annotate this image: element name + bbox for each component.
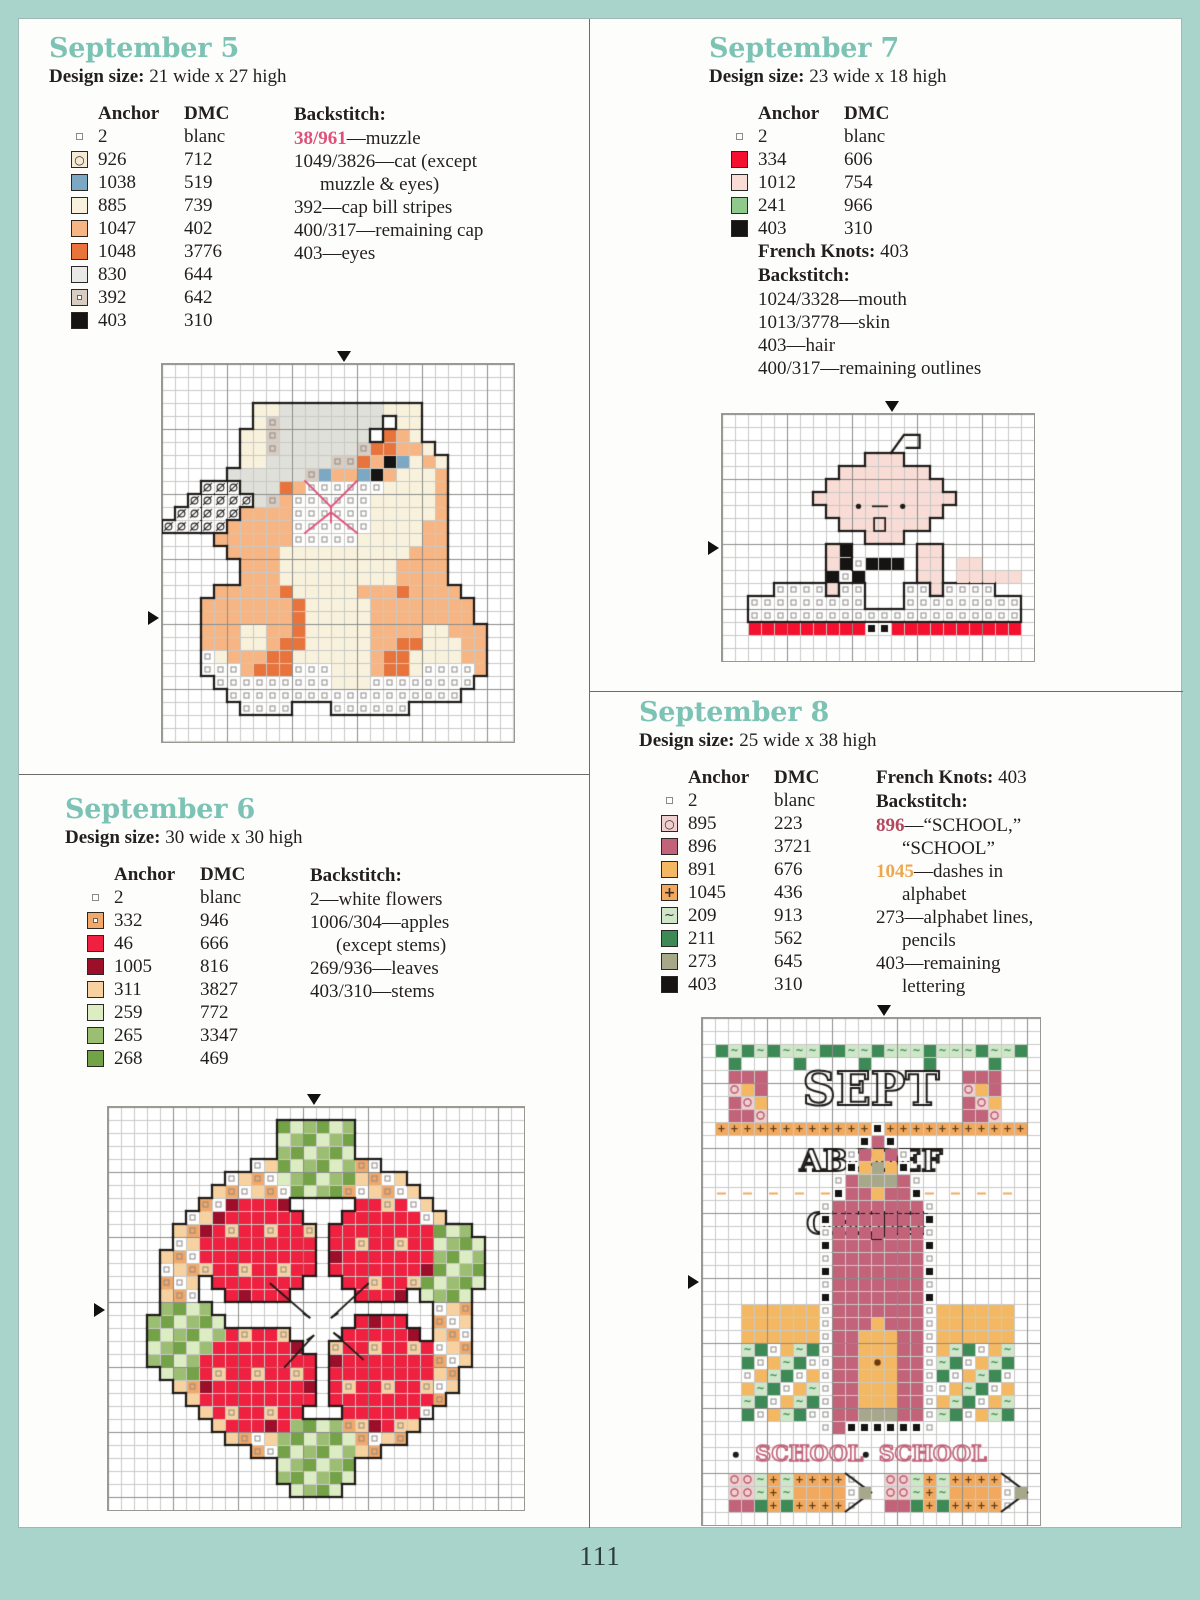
dmc-code: 519 bbox=[184, 171, 213, 193]
extras-september-8 bbox=[876, 766, 1033, 998]
anchor-code: 46 bbox=[114, 932, 133, 954]
dmc-code: 966 bbox=[844, 194, 873, 216]
anchor-code: 895 bbox=[688, 812, 717, 834]
section-september-7 bbox=[709, 33, 1179, 380]
floss-row bbox=[731, 125, 1179, 148]
anchor-code: 403 bbox=[688, 973, 717, 995]
anchor-header: Anchor bbox=[98, 102, 160, 124]
backstitch-title: Backstitch: bbox=[294, 103, 386, 125]
anchor-code: 403 bbox=[98, 309, 127, 331]
anchor-code: 392 bbox=[98, 286, 127, 308]
floss-row bbox=[71, 309, 280, 332]
backstitch-title: Backstitch: bbox=[876, 790, 968, 812]
chart-grid bbox=[161, 363, 515, 743]
backstitch-line: “SCHOOL” bbox=[902, 838, 995, 859]
floss-row bbox=[661, 950, 870, 973]
floss-swatch-icon bbox=[87, 981, 104, 998]
floss-row bbox=[87, 1024, 296, 1047]
floss-legend-september-8 bbox=[661, 766, 1179, 998]
floss-swatch-icon bbox=[731, 220, 748, 237]
right-section-divider bbox=[589, 691, 1183, 692]
anchor-code: 891 bbox=[688, 858, 717, 880]
anchor-code: 896 bbox=[688, 835, 717, 857]
chart-grid bbox=[701, 1017, 1041, 1526]
dmc-code: 3721 bbox=[774, 835, 812, 857]
dmc-code: 469 bbox=[200, 1047, 229, 1069]
floss-row bbox=[71, 194, 280, 217]
floss-row bbox=[661, 835, 870, 858]
design-size-value: 23 wide x 18 high bbox=[809, 66, 947, 87]
dmc-code: 402 bbox=[184, 217, 213, 239]
backstitch-block-september-6 bbox=[310, 863, 449, 1070]
floss-swatch-icon: ~ bbox=[661, 907, 678, 924]
dmc-code: 644 bbox=[184, 263, 213, 285]
floss-row bbox=[731, 194, 1179, 217]
anchor-code: 2 bbox=[688, 789, 698, 811]
section-september-6 bbox=[65, 794, 585, 1070]
anchor-code: 1047 bbox=[98, 217, 136, 239]
page-number: 111 bbox=[0, 1528, 1200, 1600]
floss-rows-s8 bbox=[661, 789, 870, 996]
legend-header-row bbox=[87, 863, 296, 886]
floss-swatch-icon bbox=[731, 174, 748, 191]
dmc-code: 772 bbox=[200, 1001, 229, 1023]
floss-table bbox=[661, 766, 870, 998]
floss-row bbox=[71, 148, 280, 171]
dmc-code: 642 bbox=[184, 286, 213, 308]
floss-row bbox=[87, 909, 296, 932]
design-size-label: Design size: bbox=[65, 827, 161, 848]
dmc-code: 645 bbox=[774, 950, 803, 972]
floss-row bbox=[87, 955, 296, 978]
dmc-code: 310 bbox=[844, 217, 873, 239]
dmc-code: 3347 bbox=[200, 1024, 238, 1046]
dmc-code: blanc bbox=[184, 125, 226, 147]
backstitch-line: 392—cap bill stripes bbox=[294, 197, 453, 218]
floss-swatch-icon bbox=[87, 935, 104, 952]
floss-swatch-icon bbox=[661, 930, 678, 947]
floss-swatch-icon bbox=[87, 958, 104, 975]
backstitch-lines-s7 bbox=[758, 288, 1179, 380]
floss-swatch-icon bbox=[87, 912, 104, 929]
dmc-code: 666 bbox=[200, 932, 229, 954]
backstitch-line: 403/310—stems bbox=[310, 981, 435, 1002]
chart-left-marker-icon bbox=[708, 541, 719, 555]
chart-grid bbox=[107, 1106, 525, 1511]
dmc-code: 436 bbox=[774, 881, 803, 903]
backstitch-line: (except stems) bbox=[336, 935, 447, 956]
floss-row bbox=[87, 1047, 296, 1070]
backstitch-lines-s8 bbox=[876, 814, 1033, 998]
floss-swatch-icon bbox=[661, 861, 678, 878]
floss-table bbox=[731, 102, 1179, 240]
floss-row bbox=[71, 217, 280, 240]
backstitch-line: 403—eyes bbox=[294, 243, 376, 264]
chart-september-8 bbox=[701, 1017, 1041, 1526]
design-size-september-7 bbox=[709, 66, 1179, 88]
floss-row bbox=[661, 881, 870, 904]
dmc-code: 676 bbox=[774, 858, 803, 880]
anchor-code: 211 bbox=[688, 927, 716, 949]
floss-swatch-icon bbox=[87, 1027, 104, 1044]
dmc-code: 712 bbox=[184, 148, 213, 170]
anchor-code: 1045 bbox=[688, 881, 726, 903]
backstitch-line: 1045—dashes in bbox=[876, 861, 1004, 882]
chart-top-marker-icon bbox=[885, 401, 899, 412]
floss-swatch-icon bbox=[87, 1050, 104, 1067]
floss-swatch-icon bbox=[71, 312, 88, 329]
floss-row bbox=[71, 125, 280, 148]
chart-top-marker-icon bbox=[307, 1094, 321, 1105]
floss-row bbox=[731, 171, 1179, 194]
anchor-code: 830 bbox=[98, 263, 127, 285]
page-title-september-7: September 7 bbox=[709, 33, 900, 64]
floss-swatch-icon bbox=[661, 792, 678, 809]
anchor-code: 311 bbox=[114, 978, 142, 1000]
floss-row bbox=[87, 978, 296, 1001]
dmc-code: 562 bbox=[774, 927, 803, 949]
anchor-header: Anchor bbox=[758, 102, 820, 124]
design-size-value: 21 wide x 27 high bbox=[149, 66, 287, 87]
page-title-september-8: September 8 bbox=[639, 697, 830, 728]
floss-swatch-icon bbox=[87, 1004, 104, 1021]
legend-header-row bbox=[731, 102, 1179, 125]
anchor-code: 403 bbox=[758, 217, 787, 239]
design-size-september-5 bbox=[49, 66, 584, 88]
design-size-label: Design size: bbox=[709, 66, 805, 87]
floss-legend-september-7 bbox=[731, 102, 1179, 380]
floss-row bbox=[71, 263, 280, 286]
design-size-label: Design size: bbox=[639, 730, 735, 751]
backstitch-line: 1013/3778—skin bbox=[758, 312, 890, 333]
anchor-code: 273 bbox=[688, 950, 717, 972]
design-size-september-6 bbox=[65, 827, 585, 849]
backstitch-line: 1024/3328—mouth bbox=[758, 289, 907, 310]
chart-september-6 bbox=[107, 1106, 525, 1511]
floss-row bbox=[87, 932, 296, 955]
floss-row bbox=[731, 148, 1179, 171]
design-size-value: 30 wide x 30 high bbox=[165, 827, 303, 848]
anchor-header: Anchor bbox=[688, 766, 750, 788]
legend-header-row bbox=[71, 102, 280, 125]
floss-swatch-icon bbox=[731, 197, 748, 214]
floss-row bbox=[661, 812, 870, 835]
floss-swatch-icon bbox=[731, 151, 748, 168]
backstitch-line: 1049/3826—cat (except bbox=[294, 151, 478, 172]
dmc-code: blanc bbox=[844, 125, 886, 147]
anchor-code: 259 bbox=[114, 1001, 143, 1023]
chart-left-marker-icon bbox=[148, 611, 159, 625]
legend-header-row bbox=[661, 766, 870, 789]
backstitch-line: 896—“SCHOOL,” bbox=[876, 815, 1022, 836]
backstitch-line: alphabet bbox=[902, 884, 967, 905]
floss-swatch-icon bbox=[71, 220, 88, 237]
floss-swatch-icon bbox=[87, 889, 104, 906]
anchor-code: 265 bbox=[114, 1024, 143, 1046]
floss-row bbox=[71, 240, 280, 263]
backstitch-line: pencils bbox=[902, 930, 956, 951]
floss-row bbox=[661, 789, 870, 812]
column-divider bbox=[589, 19, 590, 1528]
dmc-code: 3776 bbox=[184, 240, 222, 262]
dmc-code: blanc bbox=[774, 789, 816, 811]
backstitch-line: lettering bbox=[902, 976, 966, 997]
french-knots-value: 403 bbox=[880, 241, 909, 262]
anchor-code: 241 bbox=[758, 194, 787, 216]
design-size-september-8 bbox=[639, 730, 1179, 752]
dmc-code: blanc bbox=[200, 886, 242, 908]
dmc-code: 754 bbox=[844, 171, 873, 193]
floss-row bbox=[661, 858, 870, 881]
floss-legend-september-5 bbox=[71, 102, 584, 332]
chart-grid bbox=[721, 413, 1035, 662]
anchor-code: 1005 bbox=[114, 955, 152, 977]
floss-swatch-icon bbox=[71, 289, 88, 306]
dmc-code: 606 bbox=[844, 148, 873, 170]
backstitch-lines-s5 bbox=[294, 127, 483, 265]
floss-swatch-icon bbox=[71, 266, 88, 283]
dmc-header: DMC bbox=[844, 102, 890, 124]
backstitch-lines-s6 bbox=[310, 888, 449, 1003]
dmc-code: 913 bbox=[774, 904, 803, 926]
floss-swatch-icon bbox=[71, 128, 88, 145]
floss-swatch-icon: ○ bbox=[661, 815, 678, 832]
anchor-code: 1048 bbox=[98, 240, 136, 262]
floss-row bbox=[87, 886, 296, 909]
floss-swatch-icon: + bbox=[661, 884, 678, 901]
backstitch-line: 403—hair bbox=[758, 335, 836, 356]
chart-top-marker-icon bbox=[877, 1005, 891, 1016]
floss-swatch-icon bbox=[71, 197, 88, 214]
page-title-september-6: September 6 bbox=[65, 794, 256, 825]
page-title-september-5: September 5 bbox=[49, 33, 240, 64]
backstitch-line: 400/317—remaining outlines bbox=[758, 358, 982, 379]
french-knots-label: French Knots: bbox=[758, 241, 876, 262]
dmc-code: 3827 bbox=[200, 978, 238, 1000]
floss-rows-s6 bbox=[87, 886, 296, 1070]
dmc-code: 310 bbox=[184, 309, 213, 331]
backstitch-line: 1006/304—apples bbox=[310, 912, 450, 933]
backstitch-line: 2—white flowers bbox=[310, 889, 443, 910]
floss-row bbox=[87, 1001, 296, 1024]
design-size-value: 25 wide x 38 high bbox=[739, 730, 877, 751]
section-september-8 bbox=[639, 697, 1179, 998]
floss-row bbox=[661, 904, 870, 927]
anchor-code: 209 bbox=[688, 904, 717, 926]
anchor-code: 334 bbox=[758, 148, 787, 170]
left-section-divider bbox=[19, 774, 589, 775]
floss-legend-september-6 bbox=[87, 863, 585, 1070]
backstitch-title: Backstitch: bbox=[310, 864, 402, 886]
dmc-code: 946 bbox=[200, 909, 229, 931]
floss-rows-s7 bbox=[731, 125, 1179, 240]
french-knots-label: French Knots: bbox=[876, 767, 994, 788]
anchor-code: 2 bbox=[758, 125, 768, 147]
floss-row bbox=[731, 217, 1179, 240]
dmc-header: DMC bbox=[774, 766, 820, 788]
anchor-header: Anchor bbox=[114, 863, 176, 885]
floss-swatch-icon bbox=[71, 243, 88, 260]
dmc-code: 223 bbox=[774, 812, 803, 834]
french-knots-value: 403 bbox=[998, 767, 1027, 788]
dmc-header: DMC bbox=[200, 863, 246, 885]
backstitch-line: 269/936—leaves bbox=[310, 958, 439, 979]
dmc-code: 310 bbox=[774, 973, 803, 995]
anchor-code: 268 bbox=[114, 1047, 143, 1069]
floss-swatch-icon bbox=[71, 174, 88, 191]
floss-row bbox=[71, 171, 280, 194]
backstitch-line: 403—remaining bbox=[876, 953, 1001, 974]
anchor-code: 2 bbox=[98, 125, 108, 147]
chart-left-marker-icon bbox=[94, 1303, 105, 1317]
anchor-code: 2 bbox=[114, 886, 124, 908]
backstitch-block-september-5 bbox=[294, 102, 483, 332]
floss-swatch-icon bbox=[661, 838, 678, 855]
backstitch-line: 38/961—muzzle bbox=[294, 128, 421, 149]
backstitch-line: 273—alphabet lines, bbox=[876, 907, 1034, 928]
anchor-code: 885 bbox=[98, 194, 127, 216]
extras-september-7 bbox=[758, 240, 1179, 380]
floss-row bbox=[71, 286, 280, 309]
floss-rows-s5 bbox=[71, 125, 280, 332]
chart-september-7 bbox=[721, 413, 1035, 662]
dmc-code: 739 bbox=[184, 194, 213, 216]
page-sheet bbox=[18, 18, 1182, 1528]
floss-table bbox=[71, 102, 280, 332]
floss-swatch-icon: ○ bbox=[71, 151, 88, 168]
backstitch-line: muzzle & eyes) bbox=[320, 174, 440, 195]
floss-row bbox=[661, 973, 870, 996]
floss-row bbox=[661, 927, 870, 950]
anchor-code: 1038 bbox=[98, 171, 136, 193]
anchor-code: 332 bbox=[114, 909, 143, 931]
dmc-header: DMC bbox=[184, 102, 230, 124]
floss-swatch-icon bbox=[731, 128, 748, 145]
chart-left-marker-icon bbox=[688, 1275, 699, 1289]
chart-september-5 bbox=[161, 363, 515, 743]
backstitch-line: 400/317—remaining cap bbox=[294, 220, 484, 241]
anchor-code: 1012 bbox=[758, 171, 796, 193]
section-september-5 bbox=[49, 33, 584, 332]
anchor-code: 926 bbox=[98, 148, 127, 170]
floss-swatch-icon bbox=[661, 953, 678, 970]
floss-swatch-icon bbox=[661, 976, 678, 993]
backstitch-title: Backstitch: bbox=[758, 264, 850, 286]
floss-table bbox=[87, 863, 296, 1070]
design-size-label: Design size: bbox=[49, 66, 145, 87]
dmc-code: 816 bbox=[200, 955, 229, 977]
chart-top-marker-icon bbox=[337, 351, 351, 362]
